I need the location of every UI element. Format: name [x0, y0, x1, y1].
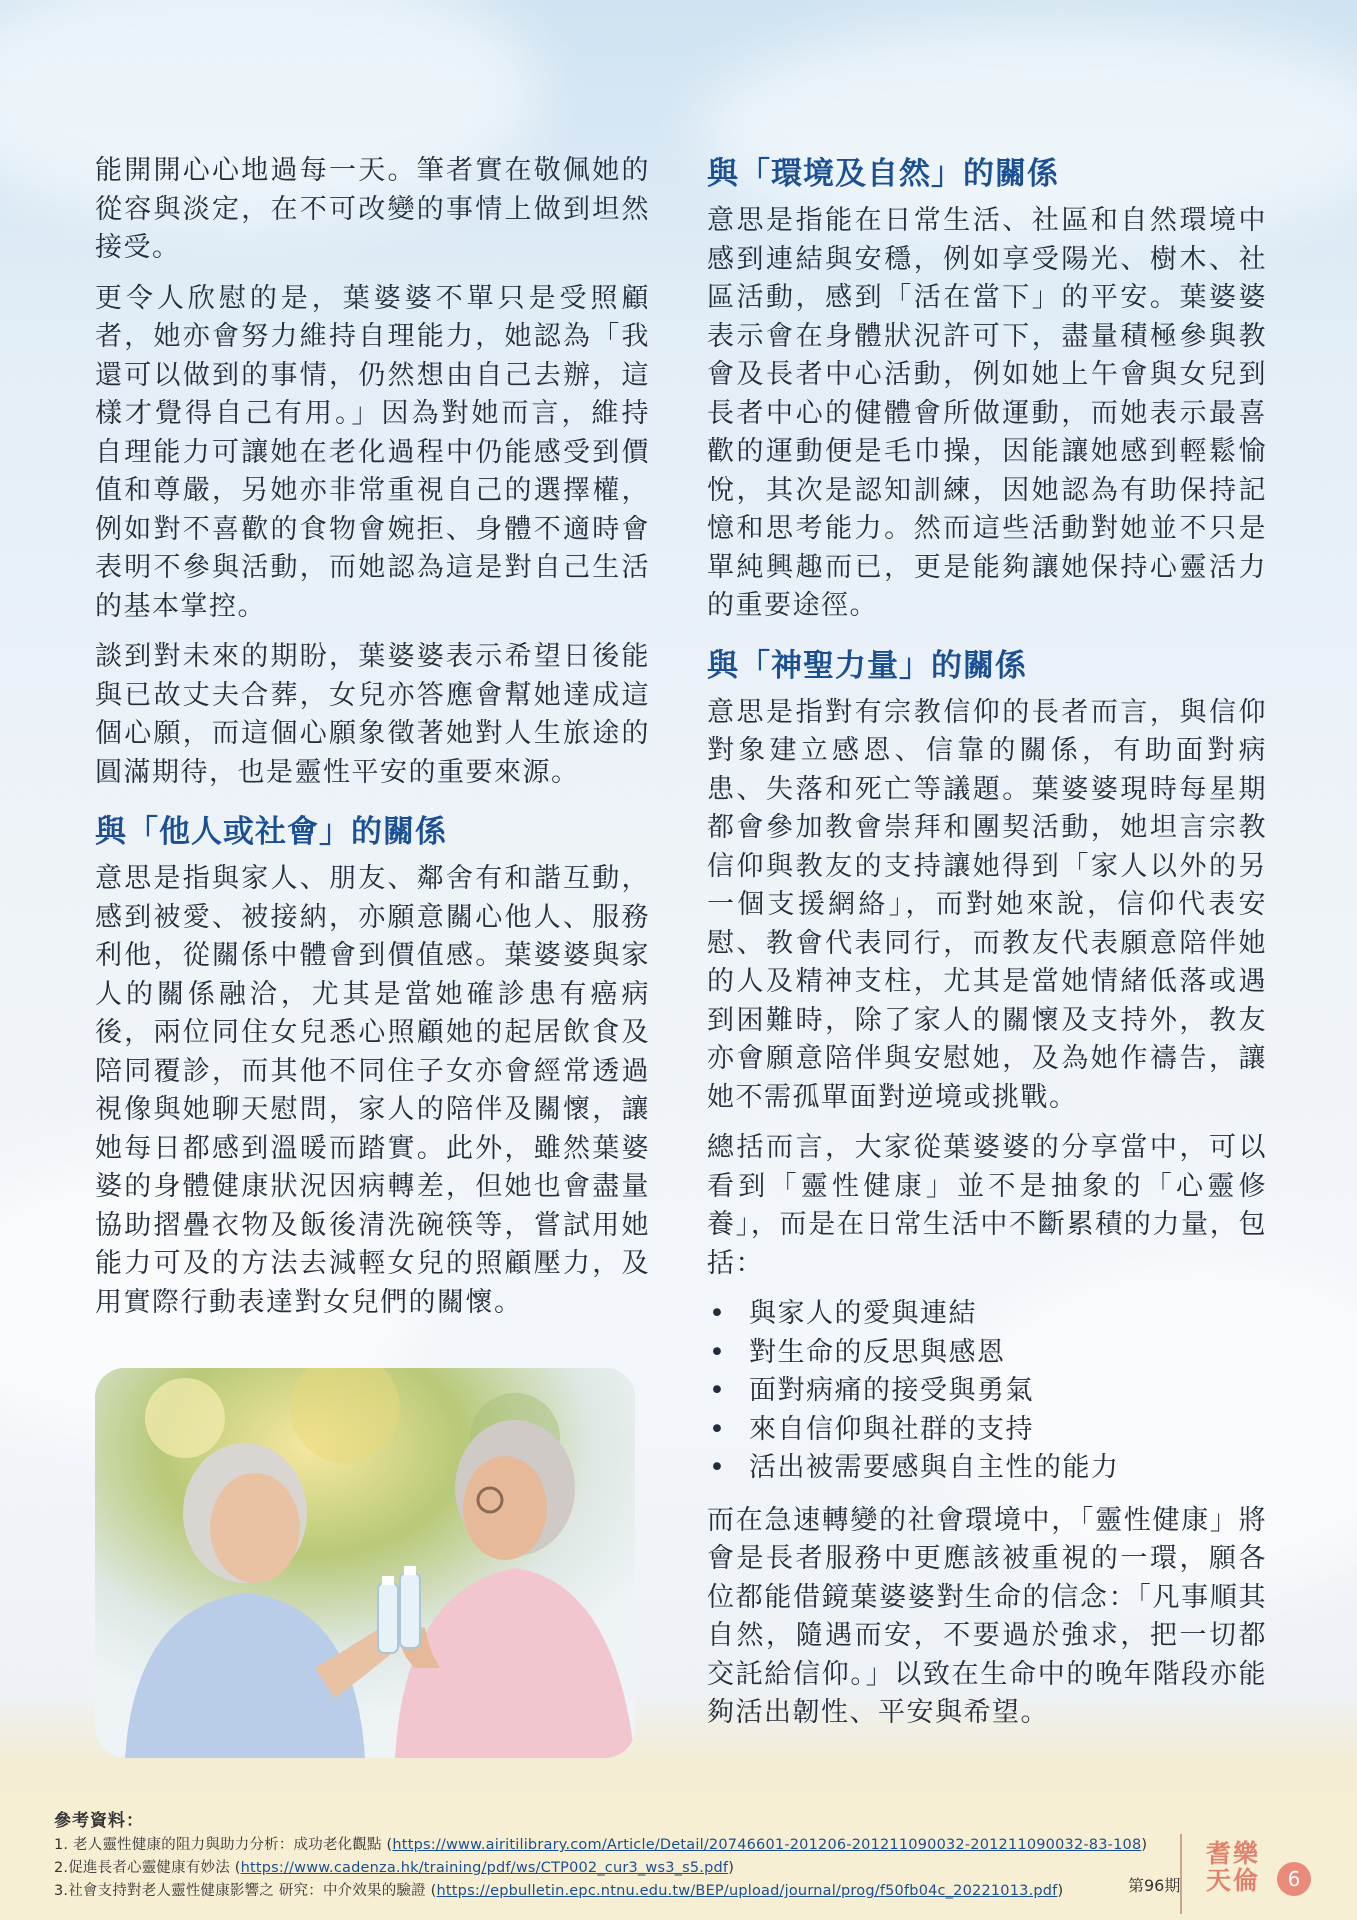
- bullet-list: [707, 1295, 1267, 1488]
- magazine-logo: [1206, 1840, 1260, 1894]
- issue-number: 第96期: [1128, 1876, 1181, 1895]
- reference-link[interactable]: https://www.cadenza.hk/training/pdf/ws/CTP002_cur3_ws3_s5.pdf: [240, 1860, 729, 1876]
- list-item: [707, 1295, 1267, 1334]
- paragraph: 談到對未來的期盼，葉婆婆表示希望日後能與已故丈夫合葬，女兒亦答應會幫她達成這個心願，而這個心願象徵著她對人生旅途的圓滿期待，也是靈性平安的重要來源。: [95, 641, 650, 788]
- section-heading: 與「環境及自然」的關係: [707, 156, 1059, 192]
- reference-text-end: ): [728, 1860, 735, 1876]
- logo-line: 天倫: [1206, 1866, 1261, 1895]
- right-column: [707, 152, 1267, 1745]
- elderly-women-photo: [95, 1368, 635, 1758]
- section-heading: 與「他人或社會」的關係: [95, 814, 447, 850]
- bullet-icon: •: [709, 1375, 727, 1406]
- paragraph: 能開開心心地過每一天。筆者實在敬佩她的從容與淡定，在不可改變的事情上做到坦然接受。: [95, 155, 650, 263]
- paragraph: 意思是指對有宗教信仰的長者而言，與信仰對象建立感恩、信靠的關係，有助面對病患、失落和死亡等議題。葉婆婆現時每星期都會參加教會崇拜和團契活動，她坦言宗教信仰與教友的支持讓她得到「家人以外的另一個支援網絡」，而對她來說，信仰代表安慰、教會代表同行，而教友代表願意陪伴她的人及精神支柱，尤其是當她情緒低落或遇到困難時，除了家人的關懷及支持外，教友亦會願意陪伴與安慰她，及為她作禱告，讓她不需孤單面對逆境或挑戰。: [707, 696, 1267, 1113]
- reference-text: 3.社會支持對老人靈性健康影響之 研究：中介效果的驗證 (: [54, 1883, 437, 1899]
- reference-text: 2.促進長者心靈健康有妙法 (: [54, 1860, 241, 1876]
- reference-text: 1. 老人靈性健康的阻力與助力分析：成功老化觀點 (: [54, 1837, 393, 1853]
- reference-text-end: ): [1057, 1883, 1064, 1899]
- reference-link[interactable]: https://www.airitilibrary.com/Article/Detail/20746601-201206-201211090032-201211090032-83-108: [392, 1837, 1142, 1853]
- bullet-icon: •: [709, 1336, 727, 1368]
- list-item-text: 與家人的愛與連結: [749, 1298, 977, 1329]
- list-item-text: 活出被需要感與自主性的能力: [749, 1452, 1120, 1483]
- list-item-text: 來自信仰與社群的支持: [749, 1413, 1034, 1445]
- reference-item: [54, 1833, 1147, 1854]
- paragraph: 而在急速轉變的社會環境中，「靈性健康」將會是長者服務中更應該被重視的一環，願各位都能借鏡葉婆婆對生命的信念：「凡事順其自然，隨遇而安，不要過於強求，把一切都交託給信仰。」以致在生命中的晚年階段亦能夠活出韌性、平安與希望。: [707, 1504, 1267, 1728]
- reference-item: [54, 1856, 734, 1877]
- paragraph: 意思是指與家人、朋友、鄰舍有和諧互動，感到被愛、被接納，亦願意關心他人、服務利他，從關係中體會到價值感。葉婆婆與家人的關係融洽，尤其是當她確診患有癌病後，兩位同住女兒悉心照顧她的起居飲食及陪同覆診，而其他不同住子女亦會經常透過視像與她聊天慰問，家人的陪伴及關懷，讓她每日都感到溫暖而踏實。此外，雖然葉婆婆的身體健康狀況因病轉差，但她也會盡量協助摺疊衣物及飯後清洗碗筷等，嘗試用她能力可及的方法去減輕女兒的照顧壓力，及用實際行動表達對女兒們的關懷。: [95, 863, 650, 1318]
- paragraph: 更令人欣慰的是，葉婆婆不單只是受照顧者，她亦會努力維持自理能力，她認為「我還可以做到的事情，仍然想由自己去辦，這樣才覺得自己有用。」因為對她而言，維持自理能力可讓她在老化過程中仍能感受到價值和尊嚴，另她亦非常重視自己的選擇權，例如對不喜歡的食物會婉拒、身體不適時會表明不參與活動，而她認為這是對自己生活的基本掌控。: [95, 282, 650, 622]
- section-heading: 與「神聖力量」的關係: [707, 647, 1027, 684]
- photo-illustration: [95, 1368, 635, 1758]
- bullet-icon: •: [709, 1413, 727, 1445]
- reference-text-end: ): [1141, 1837, 1148, 1853]
- list-item: [707, 1411, 1267, 1450]
- page-number: 6: [1277, 1862, 1311, 1896]
- bullet-icon: •: [709, 1452, 727, 1483]
- references-title: 參考資料：: [54, 1811, 144, 1831]
- footer-divider: [1180, 1834, 1182, 1914]
- list-item: [707, 1372, 1267, 1411]
- list-item: [707, 1334, 1267, 1373]
- list-item-text: 面對病痛的接受與勇氣: [749, 1375, 1034, 1406]
- logo-line: 耆樂: [1206, 1839, 1261, 1868]
- list-item: [707, 1449, 1267, 1488]
- paragraph: 總括而言，大家從葉婆婆的分享當中，可以看到「靈性健康」並不是抽象的「心靈修養」，而是在日常生活中不斷累積的力量，包括：: [707, 1132, 1267, 1279]
- reference-link[interactable]: https://epbulletin.epc.ntnu.edu.tw/BEP/upload/journal/prog/f50fb04c_20221013.pdf: [436, 1883, 1058, 1899]
- paragraph: 意思是指能在日常生活、社區和自然環境中感到連結與安穩，例如享受陽光、樹木、社區活動，感到「活在當下」的平安。葉婆婆表示會在身體狀況許可下，盡量積極參與教會及長者中心活動，例如她上午會與女兒到長者中心的健體會所做運動，而她表示最喜歡的運動便是毛巾操，因能讓她感到輕鬆愉悅，其次是認知訓練，因她認為有助保持記憶和思考能力。然而這些活動對她並不只是單純興趣而已，更是能夠讓她保持心靈活力的重要途徑。: [707, 205, 1267, 621]
- left-column: [95, 152, 650, 1334]
- bullet-icon: •: [709, 1298, 727, 1329]
- list-item-text: 對生命的反思與感恩: [749, 1336, 1006, 1368]
- reference-item: [54, 1879, 1063, 1900]
